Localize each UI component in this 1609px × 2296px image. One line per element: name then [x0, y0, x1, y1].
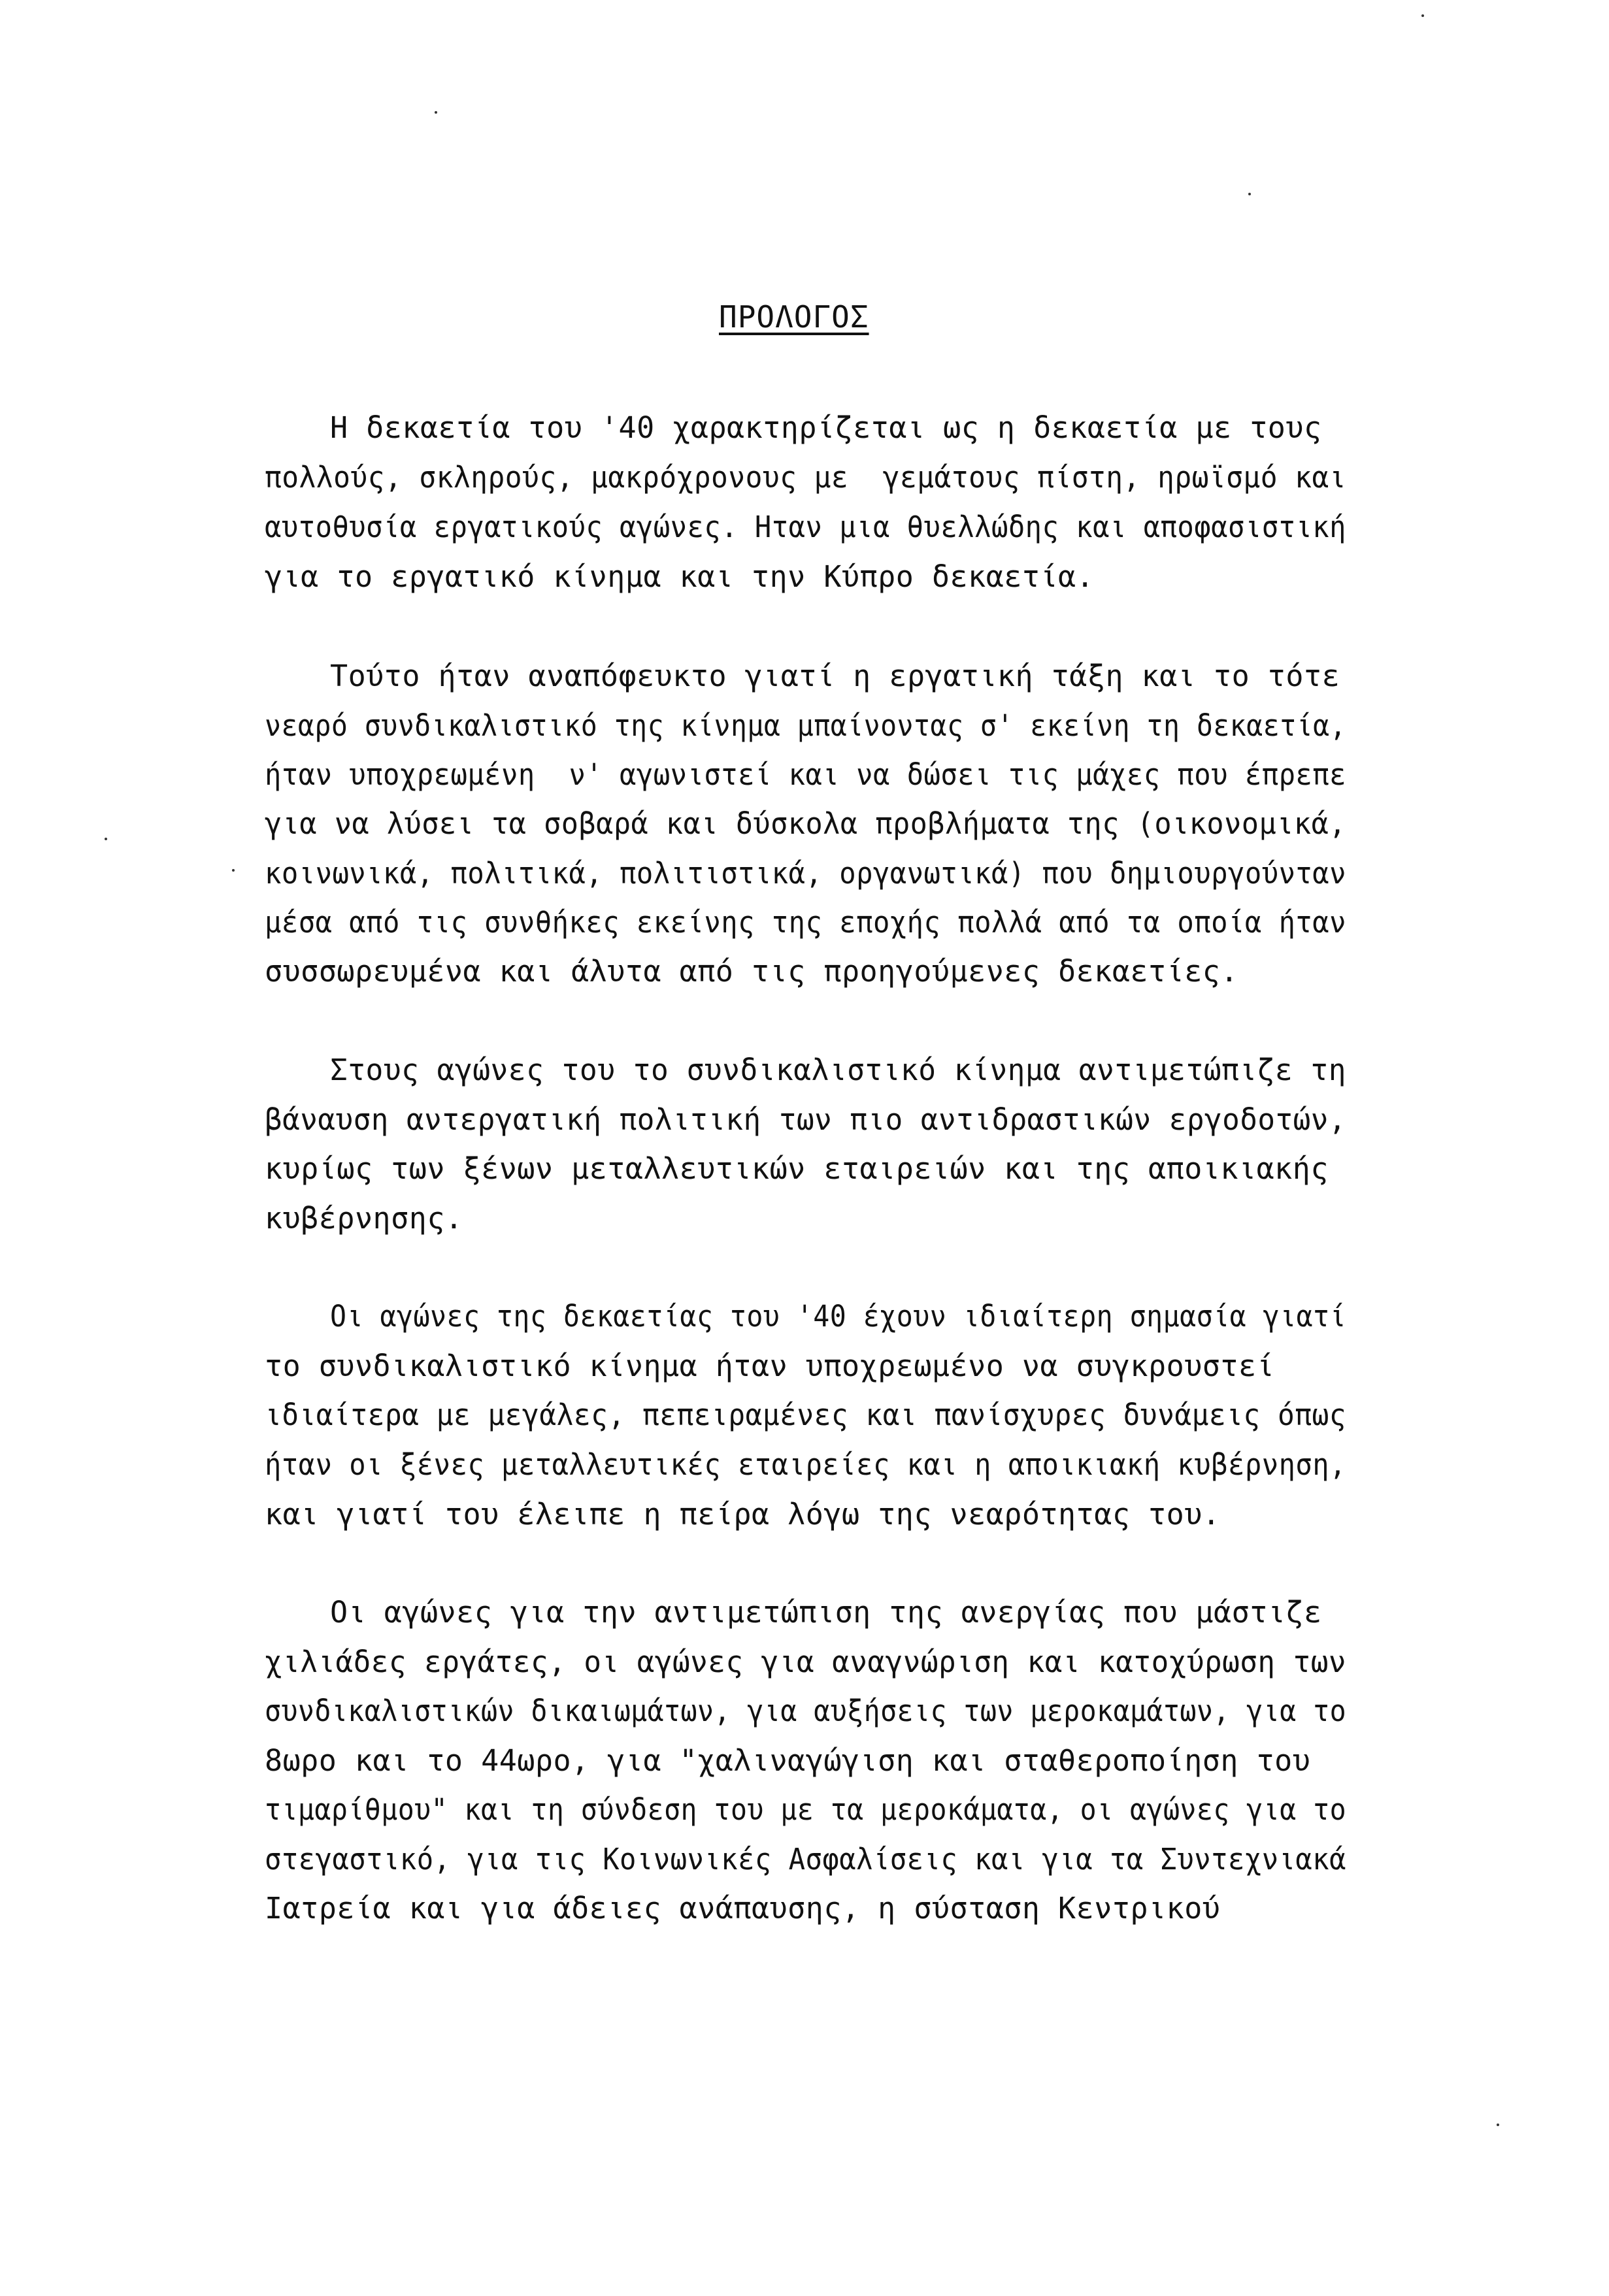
text-line: νεαρό συνδικαλιστικό της κίνημα μπαίνοντας σ' εκείνη τη δεκαετία,: [265, 708, 1347, 743]
text-line: Οι αγώνες της δεκαετίας του '40 έχουν ιδιαίτερη σημασία γιατί: [330, 1299, 1347, 1334]
text-line: Στους αγώνες του το συνδικαλιστικό κίνημα αντιμετώπιζε τη: [330, 1053, 1346, 1087]
text-line: Τούτο ήταν αναπόφευκτο γιατί η εργατική τάξη και το τότε: [330, 659, 1340, 693]
text-line: ήταν υποχρεωμένη ν' αγωνιστεί και να δώσει τις μάχες που έπρεπε: [265, 757, 1347, 792]
text-line: Οι αγώνες για την αντιμετώπιση της ανεργίας που μάστιζε: [330, 1595, 1322, 1630]
text-line: συνδικαλιστικών δικαιωμάτων, για αυξήσεις των μεροκαμάτων, για το: [265, 1694, 1347, 1728]
scan-speck: [1421, 14, 1424, 17]
scan-speck: [1497, 2124, 1499, 2126]
text-line: στεγαστικό, για τις Κοινωνικές Ασφαλίσεις και για τα Συντεχνιακά: [265, 1842, 1347, 1877]
text-line: πολλούς, σκληρούς, μακρόχρονους με γεμάτους πίστη, ηρωϊσμό και: [265, 460, 1347, 495]
text-line: κοινωνικά, πολιτικά, πολιτιστικά, οργανωτικά) που δημιουργούνταν: [265, 856, 1347, 891]
scan-speck: [1248, 193, 1251, 195]
text-line: ιδιαίτερα με μεγάλες, πεπειραμένες και πανίσχυρες δυνάμεις όπως: [265, 1398, 1347, 1432]
text-line: αυτοθυσία εργατικούς αγώνες. Ηταν μια θυελλώδης και αποφασιστική: [265, 510, 1347, 544]
text-line: χιλιάδες εργάτες, οι αγώνες για αναγνώριση και κατοχύρωση των: [265, 1645, 1347, 1679]
text-line: ήταν οι ξένες μεταλλευτικές εταιρείες και η αποικιακή κυβέρνηση,: [265, 1447, 1347, 1482]
document-title: ΠΡΟΛΟΓΟΣ: [719, 299, 869, 335]
text-line: τιμαρίθμου" και τη σύνδεση του με τα μεροκάματα, οι αγώνες για το: [265, 1792, 1347, 1827]
scan-speck: [435, 111, 437, 114]
text-line: μέσα από τις συνθήκες εκείνης της εποχής πολλά από τα οποία ήταν: [265, 905, 1347, 940]
text-line: βάναυση αντεργατική πολιτική των πιο αντιδραστικών εργοδοτών,: [265, 1102, 1347, 1137]
text-line: και γιατί του έλειπε η πείρα λόγω της νεαρότητας του.: [265, 1497, 1221, 1532]
text-line: για να λύσει τα σοβαρά και δύσκολα προβλήματα της (οικονομικά,: [265, 806, 1346, 841]
text-line: το συνδικαλιστικό κίνημα ήταν υποχρεωμένο να συγκρουστεί: [265, 1349, 1275, 1383]
text-line: κυρίως των ξένων μεταλλευτικών εταιρειών και της αποικιακής: [265, 1151, 1329, 1186]
text-line: κυβέρνησης.: [265, 1201, 463, 1236]
text-line: Ιατρεία και για άδειες ανάπαυσης, η σύσταση Κεντρικού: [265, 1891, 1221, 1926]
text-line: 8ωρο και το 44ωρο, για "χαλιναγώγιση και σταθεροποίηση του: [265, 1743, 1311, 1778]
text-line: για το εργατικό κίνημα και την Κύπρο δεκαετία.: [265, 559, 1095, 594]
scan-speck: [232, 869, 235, 872]
scan-speck: [105, 838, 107, 840]
text-line: Η δεκαετία του '40 χαρακτηρίζεται ως η δεκαετία με τους: [330, 410, 1322, 445]
text-line: συσσωρευμένα και άλυτα από τις προηγούμενες δεκαετίες.: [265, 954, 1238, 989]
